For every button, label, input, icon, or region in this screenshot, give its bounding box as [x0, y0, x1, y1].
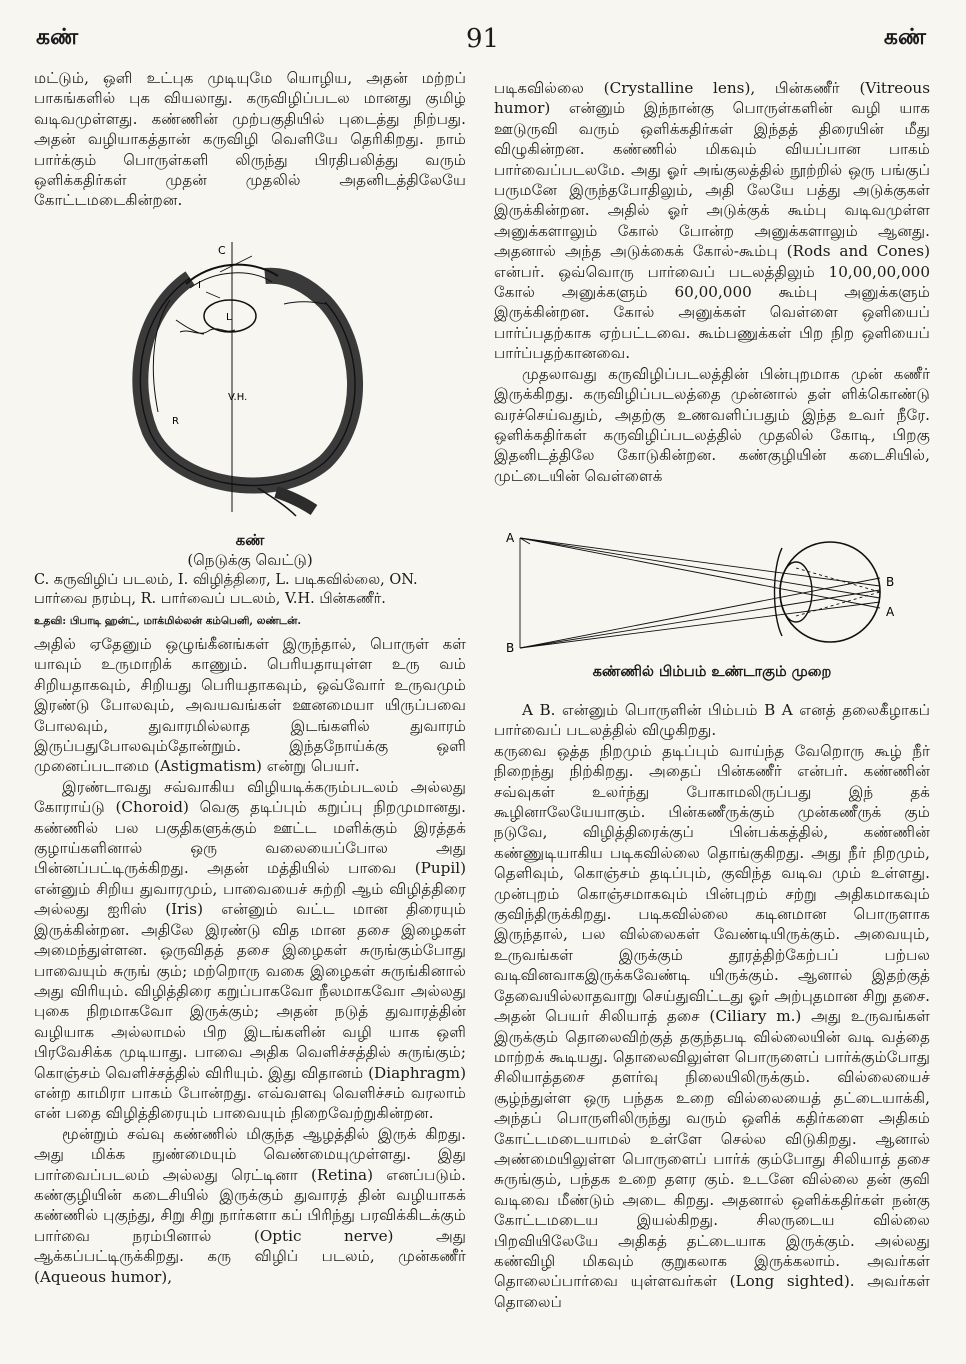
figure-label-vh: V.H.	[228, 392, 248, 403]
paragraph-astigmatism: அதில் ஏதேனும் ஒழுங்கீனங்கள் இருந்தால், பொருள் கள் யாவும் உருமாறிக் காணும். பெரியதாயுள்ள உரு வம் சிறியதாகவும், சிறியது பெரியதாகவும், ஒவ்வோர் உருவமும் இரண்டு போலவும், அவயவங்கள் ஊனமையா யிருப்பவை போலவும், துவாரமில்லாத இடங்களில் துவாரம் இருப்பதுபோலவும்தோன்றும். இந்தநோய்க்கு ஒளி முனைப்படாமை (Astigmatism) என்று பெயர்.	[34, 635, 466, 776]
paragraph-aqueous: முதலாவது கருவிழிப்படலத்தின் பின்புறமாக முன் கணீர் இருக்கிறது. கருவிழிப்படலத்தை முன்னால் தள் ளிக்கொண்டு வரச்செய்வதும், அதற்கு உணவளிப்பதும் இந்த உவர் நீரே. ஒளிக்கதிர்கள் கருவிழிப்படலத்தில் முதலில் கோடி, பிறகு இதனிடத்திலே கோடுகின்றன. கண்குழியின் கடைசியில், முட்டையின் வெள்ளைக்	[494, 364, 930, 485]
left-column-body	[34, 634, 466, 1287]
running-head-right: கண்	[883, 24, 926, 50]
figure-label-i: I	[198, 280, 201, 291]
paragraph-lens: படிகவில்லை (Crystalline lens), பின்கணீர் (Vitreous humor) என்னும் இந்நான்கு பொருள்களின் வழி யாக ஊடுருவி வரும் ஒளிக்கதிர்கள் இந்தத் திரையின் மீது விழுகின்றன. கண்ணில் மிகவும் வியப்பான பாகம் பார்வைப்படலமே. அது ஓர் அங்குலத்தில் நூற்றில் ஒரு பங்குப் பருமனே இருந்தபோதிலும், அதி லேயே பத்து அடுக்குகள் இருக்கின்றன. அதில் ஓர் அடுக்குக் கூம்பு வடிவமுள்ள அனுக்களாலும் கோல் போன்ற அனுக்களாலும் ஆனது. அதனால் அந்த அடுக்கைக் கோல்-கூம்பு (Rods and Cones) என்பர். ஒவ்வொரு பார்வைப் படலத்திலும் 10,00,00,000 கோல் அனுக்களும் 60,00,000 கூம்பு அனுக்களும் இருக்கின்றன. கோல் அனுக்கள் வெள்ளை ஒளியைப் பார்ப்பதற்காக ஏற்பட்டவை. கூம்பணுக்கள் பிற நிற ஒளியைப் பார்ப்பதற்கானவை.	[494, 79, 930, 363]
right-column-body	[494, 700, 930, 1312]
page-number: 91	[466, 24, 500, 54]
diagram-label-a-image: A	[886, 605, 895, 619]
figure-legend-line2: பார்வை நரம்பு, R. பார்வைப் படலம், V.H. பின்கணீர்.	[34, 590, 386, 607]
paragraph-vitreous: கருவை ஒத்த நிறமும் தடிப்பும் வாய்ந்த வேறொரு கூழ் நீர் நிறைந்து நிற்கிறது. அதைப் பின்கணீர் என்பர். கண்ணின் சவ்வுகள் உலர்ந்து போகாமலிருப்பது இந் தக் கூழினாலேயேயாகும். பின்கணீருக்கும் முன்கணீருக் கும் நடுவே, விழித்திரைக்குப் பின்பக்கத்தில், கண்ணின் கண்ணுடியாகிய படிகவில்லை தொங்குகிறது. அது நீர் நிறமும், தெளிவும், கொஞ்சம் தடிப்பும், குவிந்த வடிவ மும் உள்ளது. முன்புறம் கொஞ்சமாகவும் பின்புறம் சற்று அதிகமாகவும் குவிந்திருக்கிறது. படிகவில்லை கடினமான பொருளாக இருந்தால், பல வில்லைகள் வேண்டியிருக்கும். அவையும், உருவங்கள் இருக்கும் தூரத்திற்கேற்பப் பற்பல வடிவினவாகஇருக்கவேண்டி யிருக்கும். ஆனால் இதற்குத் தேவையில்லாதவாறு செய்துவிட்டது ஓர் அற்புதமான சிறு தசை. அதன் பெயர் சிலியாத் தசை (Ciliary m.) அது உருவங்கள் இருக்கும் தொலைவிற்குத் தகுந்தபடி வில்லையின் வடி வத்தை மாற்றக் கூடியது. தொலைவிலுள்ள பொருளைப் பார்க்கும்போது சிலியாத்தசை தளர்வு நிலையிலிருக்கும். வில்லையைச் சூழ்ந்துள்ள ஒரு பந்தக உறை வில்லையைத் தட்டையாக்கி, அந்தப் பொருளிலிருந்து வரும் ஒளிக் கதிர்களை அதிகம் கோட்டமடையாமல் உள்ளே செல்ல விடுகிறது. ஆனால் அண்மையிலுள்ள பொருளைப் பார்க் கும்போது சிலியாத் தசை சுருங்கும், பந்தக உறை தளர கும். உடனே வில்லை தன் குவி வடிவை மீண்டும் அடை கிறது. அதனால் ஒளிக்கதிர்கள் நன்கு கோட்டமடைய இயல்கிறது. சிலருடைய வில்லை பிறவியிலேயே அதிகத் தட்டையாக இருக்கும். அல்லது கண்விழி மிகவும் குறுகலாக இருக்கலாம். அவர்கள் தொலைப்பார்வை யுள்ளவர்கள் (Long sighted). அவர்கள் தொலைப்	[494, 741, 930, 1311]
figure-subtitle: (நெடுக்கு வெட்டு)	[187, 551, 313, 570]
eye-cross-section-figure	[100, 242, 400, 522]
figure-label-l: L	[226, 312, 232, 323]
figure-label-c: C	[218, 244, 226, 257]
paragraph-choroid: இரண்டாவது சவ்வாகிய விழியடிக்கரும்படலம் அல்லது கோராய்டு (Choroid) வெகு தடிப்பும் கறுப்பு நிறமுமானது. கண்ணில் பல பகுதிகளுக்கும் ஊட்ட மளிக்கும் இரத்தக் குழாய்களினால் ஒரு வலையைப்போல அது பின்னப்பட்டிருக்கிறது. அதன் மத்தியில் பாவை (Pupil) என்னும் சிறிய துவாரமும், பாவையைச் சுற்றி ஆம் விழித்திரை அல்லது ஐரிஸ் (Iris) என்னும் வட்ட மான திரையும் இருக்கின்றன. அதிலே இரண்டு வித மான தசை இழைகள் அமைந்துள்ளன. ஒருவிதத் தசை இழைகள் சுருங்கும்போது பாவையும் சுருங் கும்; மற்றொரு வகை இழைகள் சுருங்கினால் அது விரியும். விழித்திரை கறுப்பாகவோ நீலமாகவோ அல்லது புகை நிறமாகவோ இருக்கும்; அதன் நடுத் துவாரத்தின் வழியாக அல்லாமல் பிற இடங்களின் வழி யாக ஒளி பிரவேசிக்க முடியாது. பாவை அதிக வெளிச்சத்தில் சுருங்கும்; கொஞ்சம் வெளிச்சத்தில் விரியும். இது விதானம் (Diaphragm) என்ற காமிரா பாகம் போன்றது. எவ்வளவு வெளிச்சம் வரலாம் என் பதை விழித்திரையும் பாவையும் நிறைவேற்றுகின்றன.	[34, 777, 466, 1123]
eye-figure-caption	[34, 530, 466, 631]
diagram-title: கண்ணில் பிம்பம் உண்டாகும் முறை	[592, 663, 832, 680]
figure-credit: உதவி: பிபாடி ஹன்ட், மாக்மில்லன் கம்பெனி, லண்டன்.	[34, 614, 302, 627]
diagram-caption-text: A B. என்னும் பொருளின் பிம்பம் B A எனத் தலைகீழாகப் பார்வைப் படலத்தில் விழுகிறது.	[494, 701, 930, 740]
figure-legend-line1: C. கருவிழிப் படலம், I. விழித்திரை, L. படிகவில்லை, ON.	[34, 571, 418, 588]
diagram-label-b-object: B	[506, 641, 515, 655]
running-head-left: கண்	[36, 24, 79, 50]
figure-label-r: R	[172, 416, 179, 427]
figure-title: கண்	[235, 531, 265, 549]
right-column	[494, 78, 930, 486]
image-formation-diagram	[500, 528, 920, 658]
diagram-label-b-image: B	[886, 575, 895, 589]
paragraph-retina: மூன்றும் சவ்வு கண்ணில் மிகுந்த ஆழத்தில் இருக் கிறது. அது மிக்க நுண்மையும் வெண்மையுமுள்ளது. இது பார்வைப்படலம் அல்லது ரெட்டினா (Retina) எனப்படும். கண்குழியின் கடைசியில் இருக்கும் துவாரத் தின் வழியாகக் கண்ணில் புகுந்து, சிறு சிறு நார்களா கப் பிரிந்து பரவிக்கிடக்கும் பார்வை நரம்பினால் (Optic nerve) அது ஆக்கப்பட்டிருக்கிறது. கரு விழிப் படலம், முன்கணீர் (Aqueous humor),	[34, 1124, 466, 1286]
right-column-diagram-caption	[494, 662, 930, 682]
left-column	[34, 68, 466, 211]
paragraph-cornea: மட்டும், ஒளி உட்புக முடியுமே யொழிய, அதன் மற்றப் பாகங்களில் புக வியலாது. கருவிழிப்படல மானது குமிழ் வடிவமுள்ளது. கண்ணின் முற்பகுதியில் புடைத்து நிற்பது. அதன் வழியாகத்தான் கருவிழி வெளியே தெரிகிறது. நாம் பார்க்கும் பொருள்களி லிருந்து பிரதிபலித்து வரும் ஒளிக்கதிர்கள் முதன் முதலில் அதனிடத்திலேயே கோட்டமடைகின்றன.	[34, 69, 466, 210]
diagram-label-a-object: A	[506, 531, 515, 545]
